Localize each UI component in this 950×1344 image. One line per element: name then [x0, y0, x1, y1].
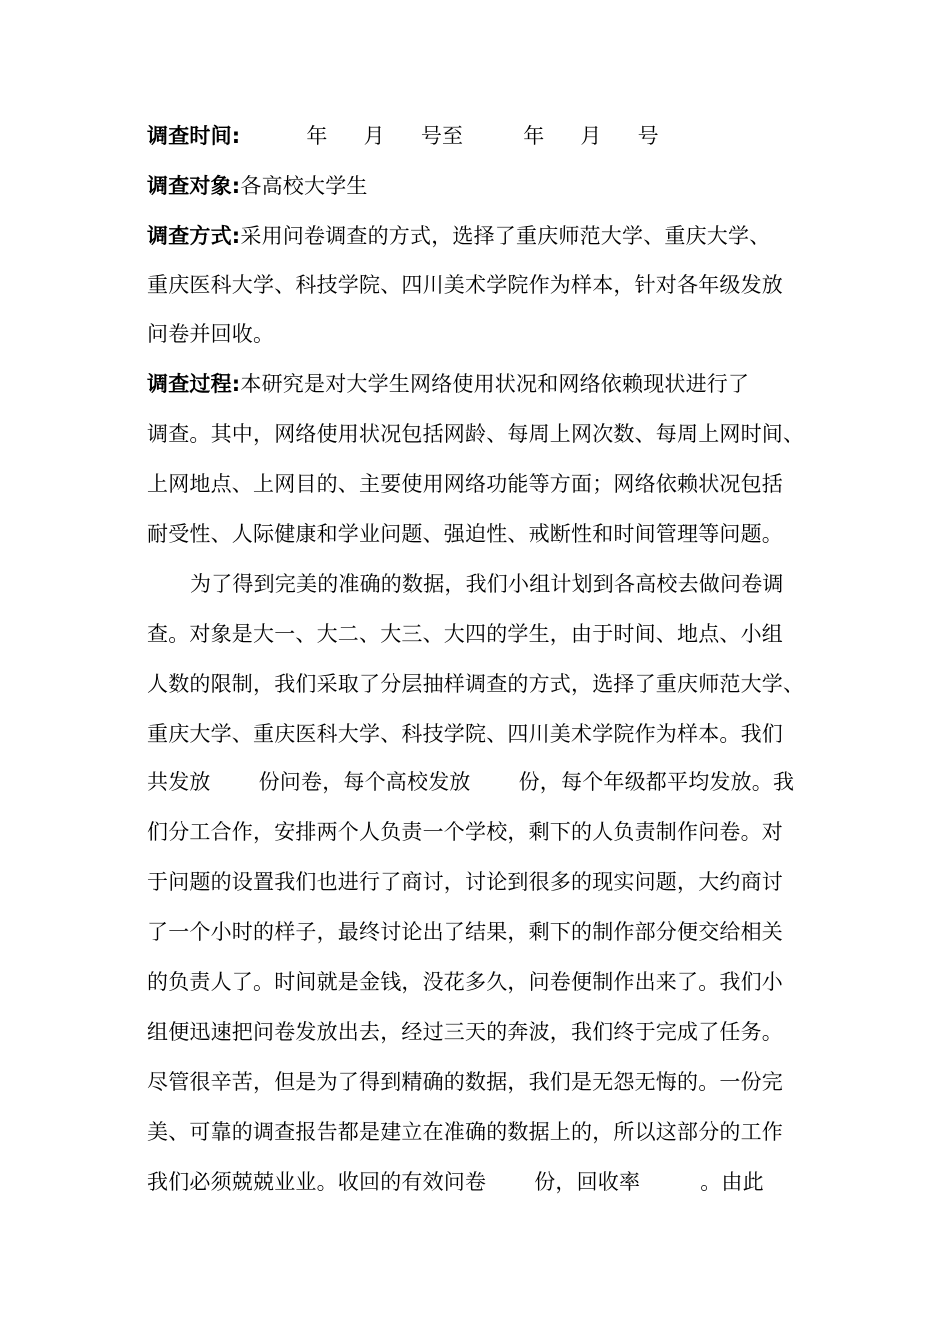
survey-process-line-1: [147, 364, 749, 404]
body-line-13-part-3: 。由此: [700, 1170, 764, 1194]
survey-method-line-1: [147, 216, 770, 256]
survey-object-line: [147, 166, 368, 206]
survey-time-year2: 年: [523, 124, 545, 148]
body-line-5-part-1: 共发放: [147, 770, 211, 794]
body-line-5-part-3: 份，每个年级都平均发放。我: [518, 770, 795, 794]
body-line-3: 人数的限制，我们采取了分层抽样调查的方式，选择了重庆师范大学、: [147, 672, 805, 696]
survey-process-line-3: 上网地点、上网目的、主要使用网络功能等方面；网络依赖状况包括: [147, 472, 783, 496]
body-line-13-part-1: 我们必须兢兢业业。收回的有效问卷: [147, 1170, 487, 1194]
survey-method-line-2: 重庆医科大学、科技学院、四川美术学院作为样本，针对各年级发放: [147, 273, 783, 297]
body-line-9: 的负责人了。时间就是金钱，没花多久，问卷便制作出来了。我们小: [147, 970, 783, 994]
survey-method-line-3: 问卷并回收。: [147, 322, 275, 346]
survey-time-month1: 月: [363, 124, 385, 148]
survey-object-label: 调查对象:: [147, 174, 241, 198]
body-line-7: 于问题的设置我们也进行了商讨，讨论到很多的现实问题，大约商讨: [147, 870, 783, 894]
body-line-5: [147, 762, 794, 802]
body-line-10: 组便迅速把问卷发放出去，经过三天的奔波，我们终于完成了任务。: [147, 1020, 783, 1044]
body-line-12: 美、可靠的调查报告都是建立在准确的数据上的，所以这部分的工作: [147, 1120, 783, 1144]
body-line-2: 查。对象是大一、大二、大三、大四的学生，由于时间、地点、小组: [147, 622, 783, 646]
survey-process-label: 调查过程:: [147, 372, 241, 396]
survey-object-text: 各高校大学生: [240, 174, 368, 198]
body-line-13-part-2: 份，回收率: [534, 1170, 641, 1194]
body-line-1: 为了得到完美的准确的数据，我们小组计划到各高校去做问卷调: [190, 572, 784, 596]
survey-process-line-2: 调查。其中，网络使用状况包括网龄、每周上网次数、每周上网时间、: [147, 422, 805, 446]
body-line-13: [147, 1162, 764, 1202]
survey-method-label: 调查方式:: [147, 224, 241, 248]
survey-time-month2: 月: [580, 124, 602, 148]
body-line-5-part-2: 份问卷，每个高校发放: [258, 770, 471, 794]
survey-time-label: 调查时间:: [147, 124, 241, 148]
survey-time-year1: 年: [306, 124, 328, 148]
survey-process-text-1: 本研究是对大学生网络使用状况和网络依赖现状进行了: [240, 372, 750, 396]
survey-method-text-1: 采用问卷调查的方式，选择了重庆师范大学、重庆大学、: [240, 224, 771, 248]
survey-process-line-4: 耐受性、人际健康和学业问题、强迫性、戒断性和时间管理等问题。: [147, 522, 783, 546]
survey-time-day1-to: 号至: [420, 124, 464, 148]
body-line-4: 重庆大学、重庆医科大学、科技学院、四川美术学院作为样本。我们: [147, 722, 783, 746]
survey-time-day2: 号: [637, 124, 659, 148]
survey-time-line: [147, 116, 659, 156]
body-line-11: 尽管很辛苦，但是为了得到精确的数据，我们是无怨无悔的。一份完: [147, 1070, 783, 1094]
body-line-6: 们分工合作，安排两个人负责一个学校，剩下的人负责制作问卷。对: [147, 820, 783, 844]
body-line-8: 了一个小时的样子，最终讨论出了结果，剩下的制作部分便交给相关: [147, 920, 783, 944]
